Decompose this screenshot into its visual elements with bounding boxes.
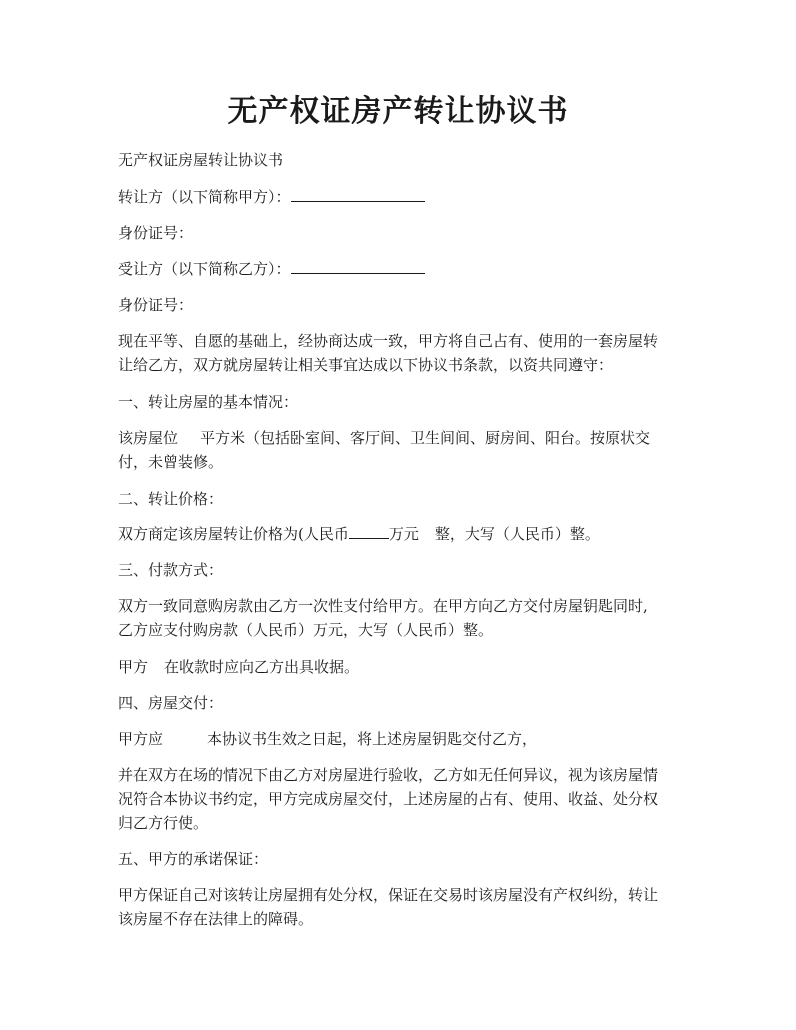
section4-line1-a: 甲方应	[118, 730, 164, 748]
section1-line-2: 付，未曾装修。	[118, 453, 224, 471]
id-label-transferor: 身份证号：	[118, 224, 194, 242]
section5-line-2: 该房屋不存在法律上的障碍。	[118, 910, 314, 928]
transferor-blank	[291, 189, 425, 202]
id-label-transferee: 身份证号：	[118, 296, 194, 314]
section1-line-1	[118, 426, 684, 450]
section4-p2-line-3: 归乙方行使。	[118, 814, 209, 832]
section1-heading: 一、转让房屋的基本情况：	[118, 393, 299, 411]
section1-paragraph	[118, 426, 684, 474]
section3-paragraph	[118, 594, 684, 642]
section1-line1-a: 该房屋位	[118, 429, 179, 447]
section2-line-c: 整，大写（人民币）整。	[434, 525, 600, 543]
transferee-label: 受让方（以下简称乙方）：	[118, 260, 291, 278]
document-title: 无产权证房产转让协议书	[227, 94, 569, 129]
intro-line-1: 现在平等、自愿的基础上，经协商达成一致，甲方将自己占有、使用的一套房屋转	[118, 332, 659, 350]
section1-line1-b: 平方米（包括卧室间、客厅间、卫生间间、厨房间、阳台。按原状交	[200, 429, 651, 447]
intro-line-2: 让给乙方，双方就房屋转让相关事宜达成以下协议书条款，以资共同遵守：	[118, 356, 614, 374]
section3-heading: 三、付款方式：	[118, 561, 224, 579]
section2-line-b: 万元	[388, 525, 419, 543]
transferor-line	[118, 185, 684, 209]
section3-receipt-b: 在收款时应向乙方出具收据。	[164, 658, 360, 676]
section5-paragraph	[118, 883, 684, 931]
section4-delivery	[118, 727, 684, 751]
section2-line-a: 双方商定该房屋转让价格为(人民币	[118, 525, 349, 543]
section4-p2-line-2: 况符合本协议书约定，甲方完成房屋交付，上述房屋的占有、使用、收益、处分权	[118, 790, 659, 808]
section5-line-1: 甲方保证自己对该转让房屋拥有处分权，保证在交易时该房屋没有产权纠纷，转让	[118, 886, 659, 904]
section2-heading: 二、转让价格：	[118, 490, 224, 508]
subtitle: 无产权证房屋转让协议书	[118, 151, 284, 169]
transferee-blank	[291, 261, 425, 274]
intro-paragraph	[118, 329, 684, 377]
section4-line1-b: 本协议书生效之日起，将上述房屋钥匙交付乙方，	[207, 730, 538, 748]
section3-receipt-a: 甲方	[118, 658, 149, 676]
section4-p2-line-1: 并在双方在场的情况下由乙方对房屋进行验收，乙方如无任何异议，视为该房屋情	[118, 766, 659, 784]
transferee-line	[118, 257, 684, 281]
section2-paragraph	[118, 522, 684, 546]
section3-line-2: 乙方应支付购房款（人民币）万元，大写（人民币）整。	[118, 621, 494, 639]
section5-heading: 五、甲方的承诺保证：	[118, 850, 269, 868]
section4-paragraph	[118, 763, 684, 835]
price-blank	[349, 526, 389, 539]
transferor-label: 转让方（以下简称甲方）：	[118, 188, 291, 206]
section3-line-1: 双方一致同意购房款由乙方一次性支付给甲方。在甲方向乙方交付房屋钥匙同时,	[118, 597, 648, 615]
section3-receipt	[118, 655, 684, 679]
section4-heading: 四、房屋交付：	[118, 694, 224, 712]
